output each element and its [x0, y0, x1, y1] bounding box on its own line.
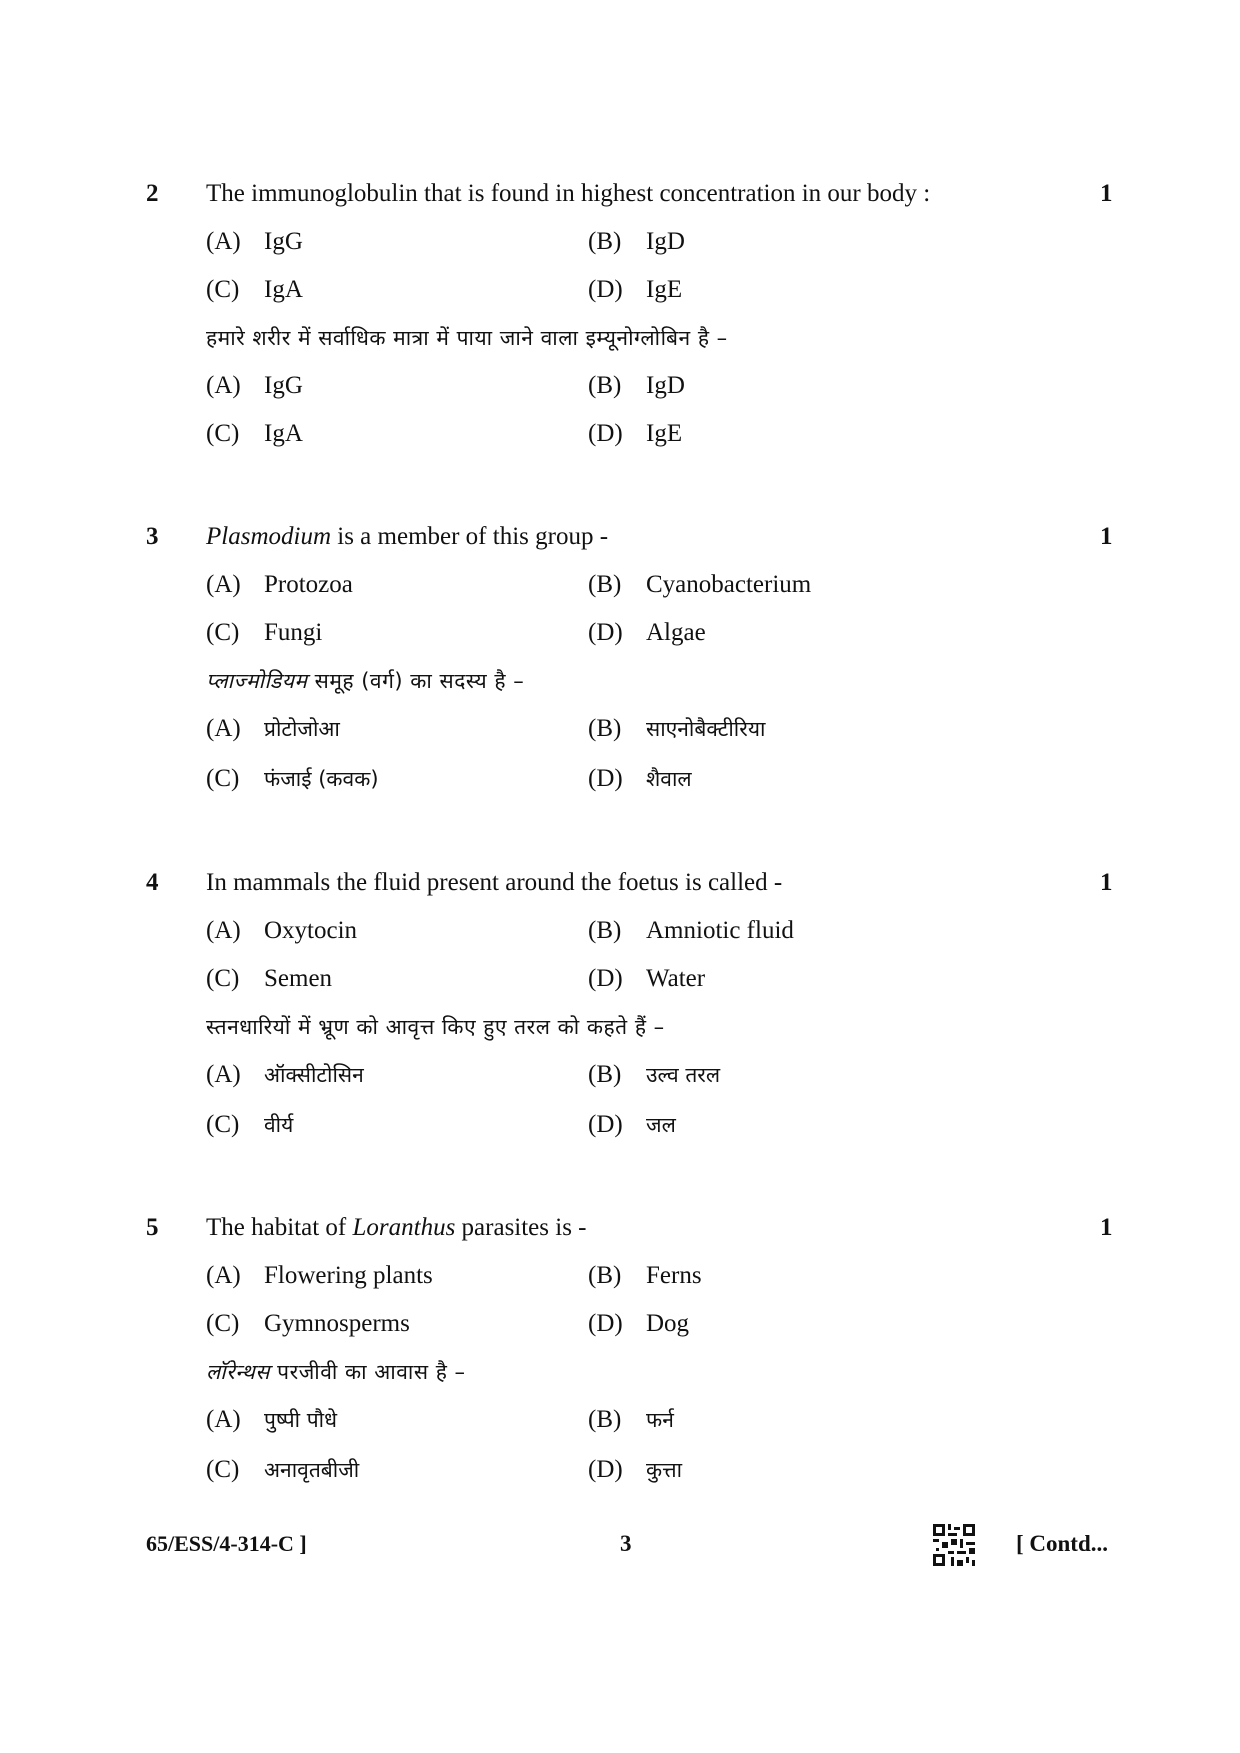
option-c-hi: (C) IgA [206, 420, 303, 447]
question-text-hi: स्तनधारियों में भ्रूण को आवृत्त किए हुए तरल को कहते हैं – [206, 1015, 665, 1039]
question-marks: 1 [1100, 523, 1113, 550]
question-marks: 1 [1100, 1214, 1113, 1241]
option-a-en: (A) Protozoa [206, 571, 353, 598]
option-b-en: (B) Cyanobacterium [588, 571, 812, 598]
qr-code-icon [933, 1524, 975, 1566]
option-a-hi: (A) पुष्पी पौधे [206, 1406, 338, 1433]
option-c-hi: (C) फंजाई (कवक) [206, 765, 379, 792]
question-text-hi: हमारे शरीर में सर्वाधिक मात्रा में पाया जाने वाला इम्यूनोग्लोबिन है – [206, 326, 728, 350]
option-d-hi: (D) कुत्ता [588, 1456, 683, 1483]
question-text-hi: लॉरेन्थस परजीवी का आवास है – [206, 1360, 466, 1384]
page-footer [0, 1520, 1240, 1568]
question-number: 3 [146, 523, 159, 550]
option-b-hi: (B) फर्न [588, 1406, 674, 1433]
question-5 [0, 1204, 1240, 1496]
option-d-en: (D) IgE [588, 276, 683, 303]
question-text-en: The habitat of Loranthus parasites is - [206, 1214, 587, 1241]
option-b-hi: (B) IgD [588, 372, 685, 399]
option-b-en: (B) Amniotic fluid [588, 917, 794, 944]
question-number: 4 [146, 869, 159, 896]
question-4 [0, 859, 1240, 1151]
option-c-en: (C) Fungi [206, 619, 323, 646]
question-number: 2 [146, 180, 159, 207]
question-number: 5 [146, 1214, 159, 1241]
question-text-en: In mammals the fluid present around the foetus is called - [206, 869, 783, 896]
option-d-hi: (D) IgE [588, 420, 683, 447]
question-marks: 1 [1100, 869, 1113, 896]
option-c-hi: (C) अनावृतबीजी [206, 1456, 360, 1483]
option-a-hi: (A) IgG [206, 372, 303, 399]
question-marks: 1 [1100, 180, 1113, 207]
option-c-hi: (C) वीर्य [206, 1111, 294, 1138]
option-a-hi: (A) प्रोटोजोआ [206, 715, 340, 742]
option-d-en: (D) Water [588, 965, 706, 992]
continued-label: [ Contd... [1016, 1531, 1109, 1556]
option-d-en: (D) Algae [588, 619, 706, 646]
option-b-hi: (B) उल्व तरल [588, 1061, 721, 1088]
question-text-en: The immunoglobulin that is found in highest concentration in our body : [206, 180, 931, 207]
option-b-en: (B) IgD [588, 228, 685, 255]
question-text-en: Plasmodium is a member of this group - [206, 523, 609, 550]
paper-code: 65/ESS/4-314-C ] [146, 1531, 307, 1556]
option-a-hi: (A) ऑक्सीटोसिन [206, 1061, 364, 1088]
option-c-en: (C) Gymnosperms [206, 1310, 410, 1337]
option-b-en: (B) Ferns [588, 1262, 702, 1289]
question-text-hi: प्लाज्मोडियम समूह (वर्ग) का सदस्य है – [206, 669, 525, 693]
option-c-en: (C) IgA [206, 276, 303, 303]
option-a-en: (A) Oxytocin [206, 917, 358, 944]
option-a-en: (A) IgG [206, 228, 303, 255]
question-3 [0, 513, 1240, 805]
option-a-en: (A) Flowering plants [206, 1262, 433, 1289]
question-2 [0, 170, 1240, 458]
option-d-hi: (D) जल [588, 1111, 676, 1138]
option-b-hi: (B) साएनोबैक्टीरिया [588, 715, 766, 742]
option-c-en: (C) Semen [206, 965, 333, 992]
option-d-en: (D) Dog [588, 1310, 690, 1337]
option-d-hi: (D) शैवाल [588, 765, 692, 792]
page-number: 3 [620, 1531, 632, 1556]
